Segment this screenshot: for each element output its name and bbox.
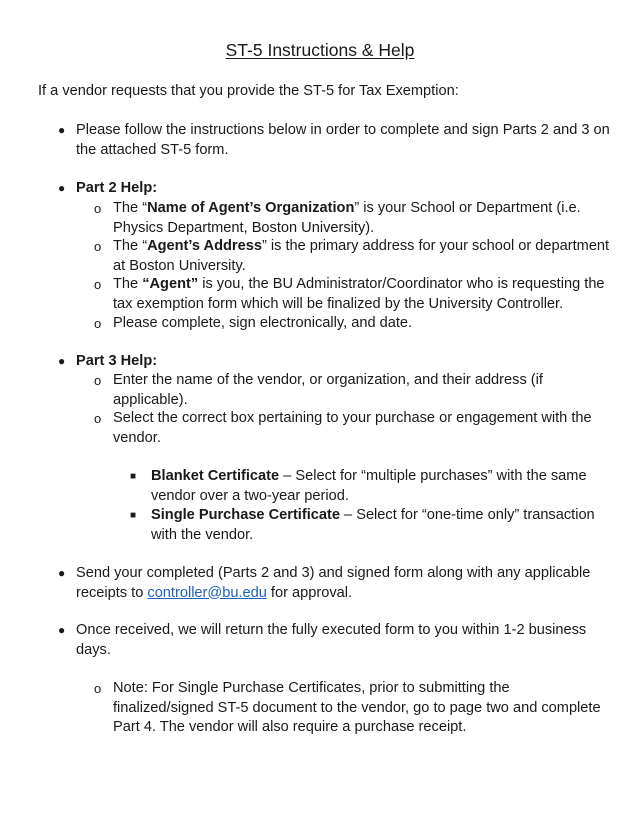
square-bullet-icon: ■	[130, 510, 137, 521]
part2-heading: Part 2 Help:	[76, 180, 158, 196]
sub-bullet-icon: o	[94, 316, 102, 331]
follow-instructions-text: Please follow the instructions below in order to complete and sign Parts 2 and 3 on the attached ST-5 form.	[76, 122, 610, 158]
part2-item-text: The “Agent” is you, the BU Administrator/Coordinator who is requesting the tax exemption form which will be finalized by the University Controller.	[113, 276, 605, 312]
sub-bullet-icon: o	[94, 411, 102, 426]
sub-bullet-icon: o	[94, 239, 102, 254]
bullet-icon: ●	[58, 354, 66, 368]
sub-bullet-icon: o	[94, 681, 102, 696]
controller-email-link[interactable]: controller@bu.edu	[147, 584, 267, 601]
page-title: ST-5 Instructions & Help	[225, 40, 415, 60]
note-text: Note: For Single Purchase Certificates, prior to submitting the finalized/signed ST-5 document to the vendor, go to page two and complete Part 4. The vendor will also require a purchase receipt.	[113, 680, 601, 735]
send-form-text: Send your completed (Parts 2 and 3) and signed form along with any applicable receipts to controller@bu.edu for approval.	[76, 565, 591, 601]
part2-item-text: The “Name of Agent’s Organization” is your School or Department (i.e. Physics Department, Boston University).	[113, 200, 581, 236]
bullet-icon: ●	[58, 181, 66, 195]
square-bullet-icon: ■	[130, 471, 137, 482]
received-text: Once received, we will return the fully executed form to you within 1-2 business days.	[76, 622, 587, 658]
certificate-text: Single Purchase Certificate – Select for “one-time only” transaction with the vendor.	[151, 507, 595, 543]
part2-item-text: The “Agent’s Address” is the primary address for your school or department at Boston University.	[113, 238, 610, 274]
certificate-text: Blanket Certificate – Select for “multiple purchases” with the same vendor over a two-year period.	[151, 468, 587, 504]
part2-item-text: Please complete, sign electronically, and date.	[113, 315, 413, 331]
bullet-icon: ●	[58, 123, 66, 137]
part3-item-text: Enter the name of the vendor, or organization, and their address (if applicable).	[113, 372, 543, 408]
bullet-icon: ●	[58, 623, 66, 637]
part3-heading: Part 3 Help:	[76, 353, 158, 369]
part3-item-text: Select the correct box pertaining to your purchase or engagement with the vendor.	[113, 410, 592, 446]
sub-bullet-icon: o	[94, 277, 102, 292]
bullet-icon: ●	[58, 566, 66, 580]
sub-bullet-icon: o	[94, 201, 102, 216]
sub-bullet-icon: o	[94, 373, 102, 388]
intro-text: If a vendor requests that you provide the ST-5 for Tax Exemption:	[38, 83, 459, 99]
